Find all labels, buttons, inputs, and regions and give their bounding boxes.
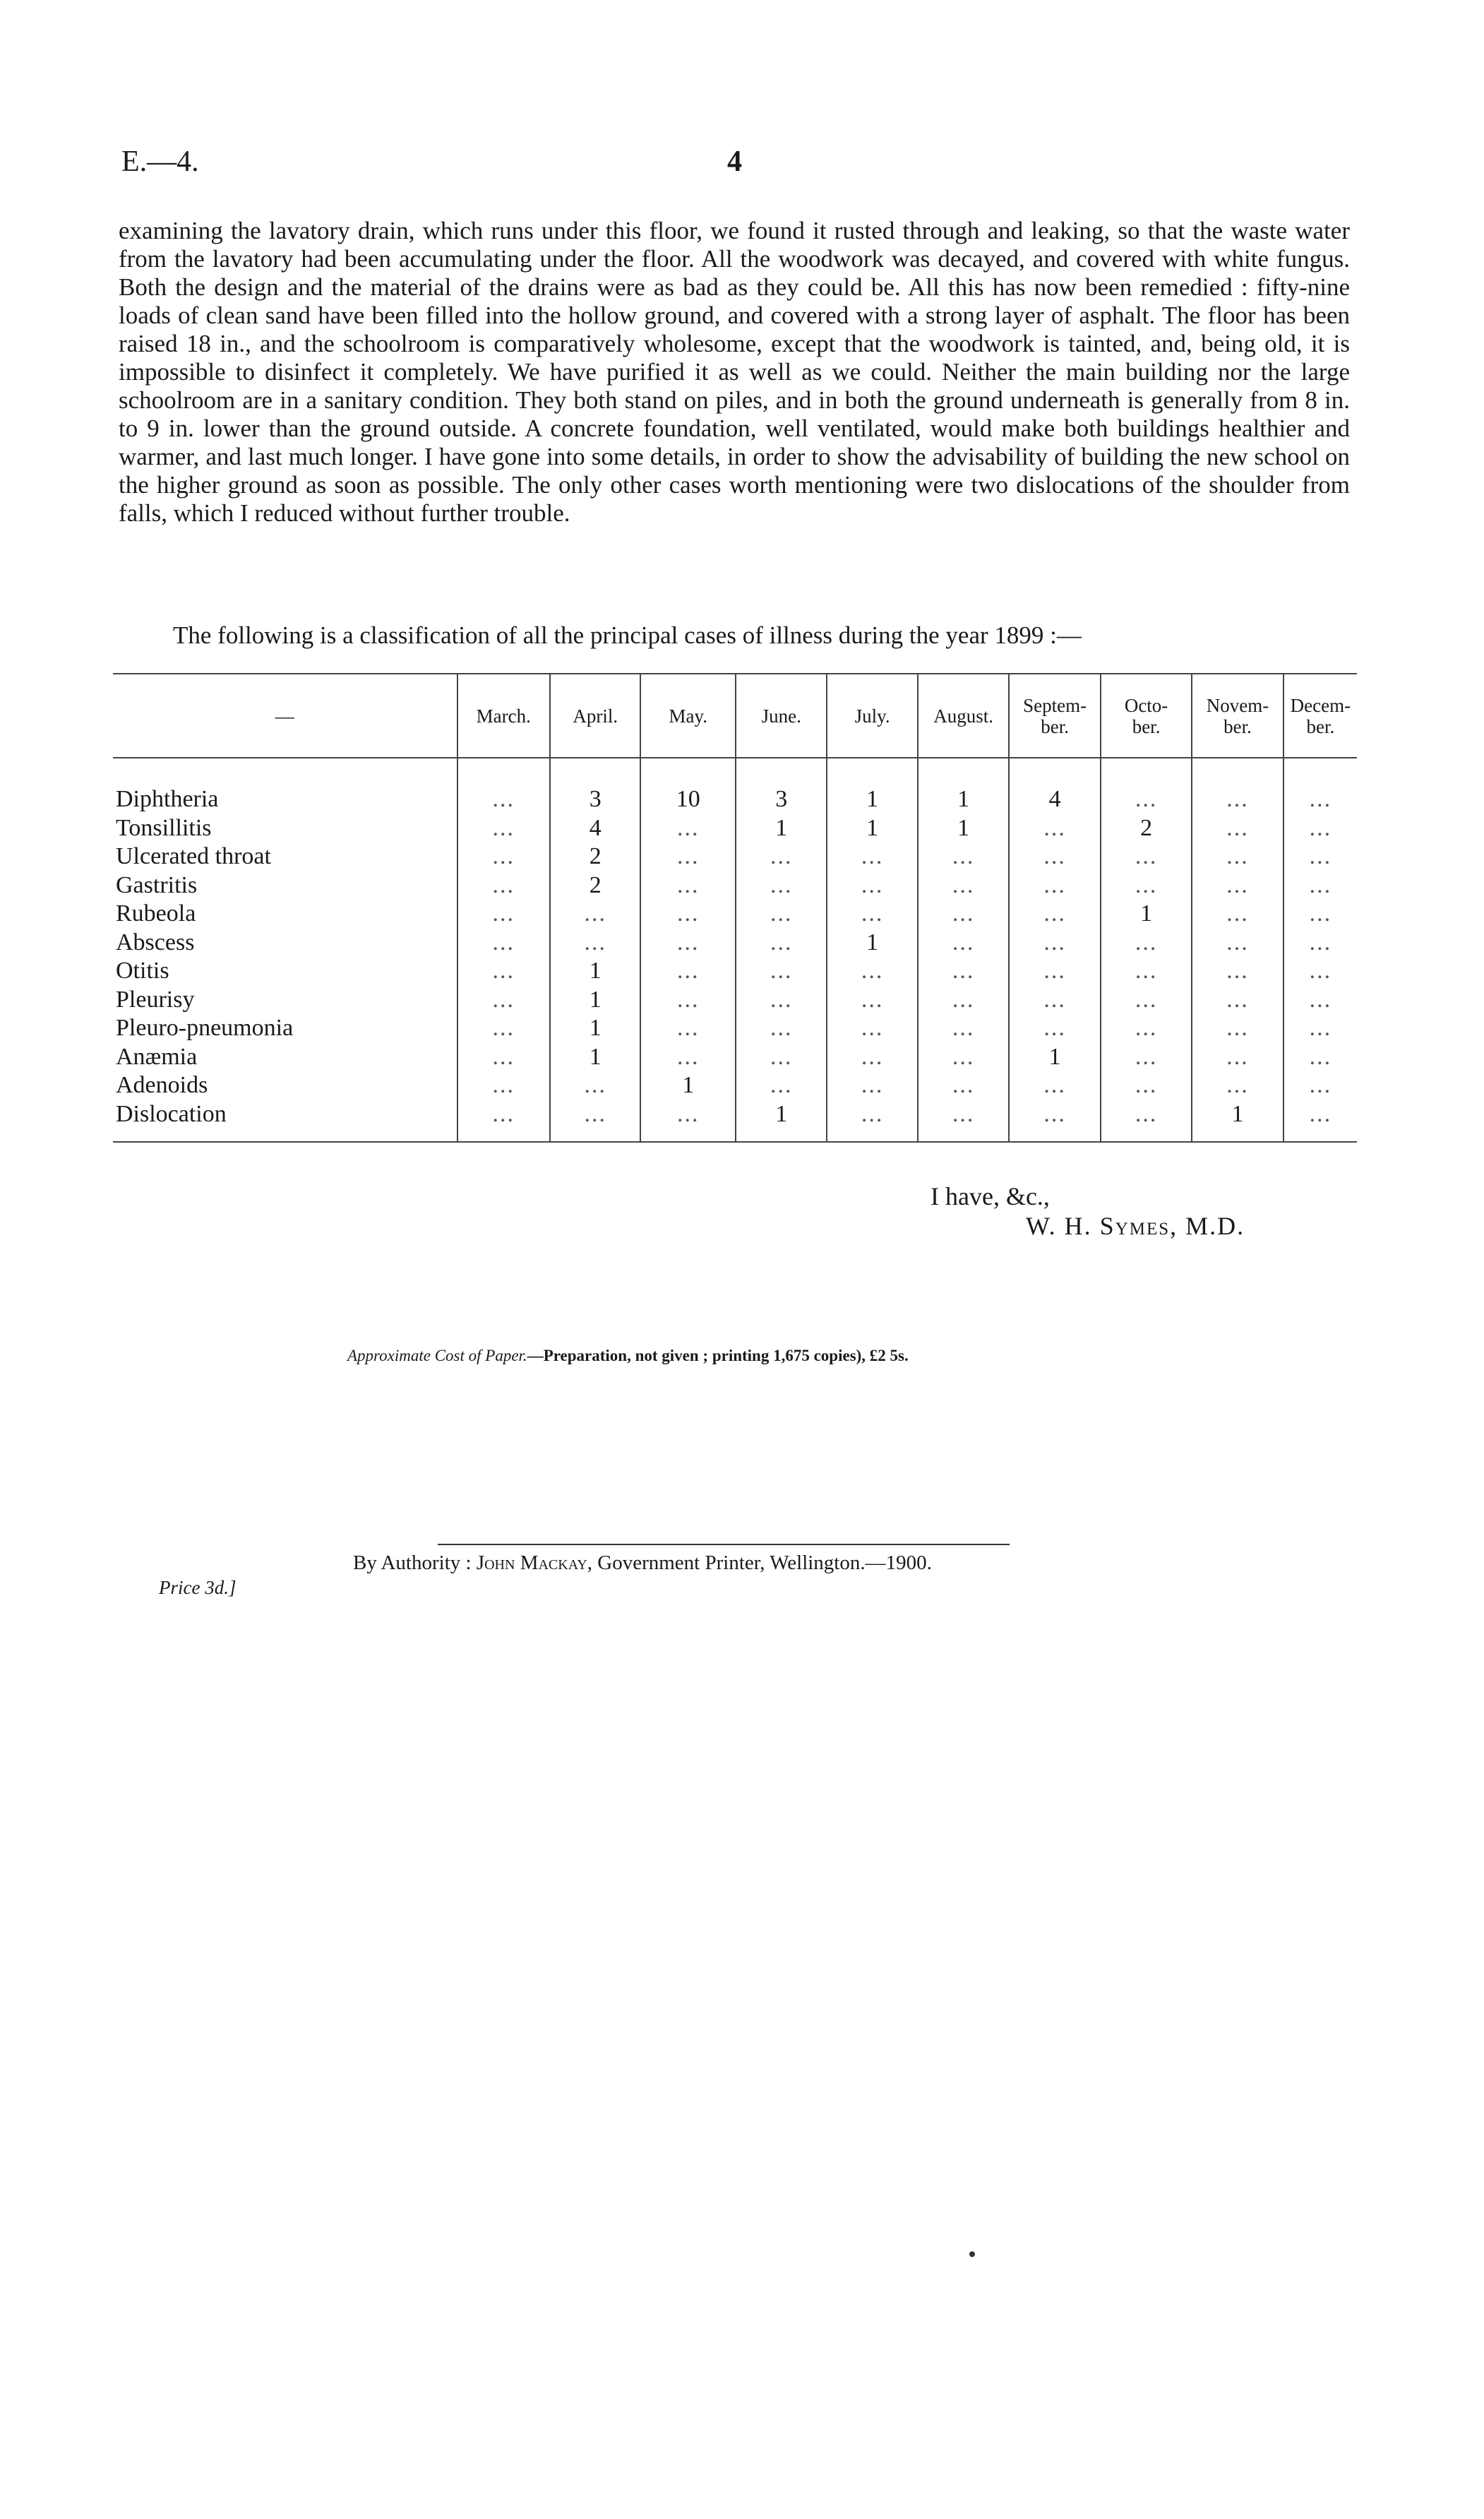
- illness-name: Tonsillitis: [116, 814, 212, 841]
- monthly-case-count: ...: [827, 957, 917, 986]
- monthly-case-count: ...: [1101, 871, 1192, 900]
- print-speck: [969, 2251, 975, 2257]
- illness-classification-table: [113, 673, 1357, 1143]
- table-header-row: [113, 674, 1357, 758]
- illness-table: [113, 673, 1357, 1143]
- monthly-case-count: ...: [640, 1043, 736, 1072]
- monthly-case-count: ...: [1192, 871, 1283, 900]
- illness-name: Dislocation: [116, 1100, 227, 1127]
- monthly-case-count: 1: [827, 929, 917, 958]
- monthly-case-count: ...: [918, 986, 1009, 1015]
- monthly-case-count: ...: [1192, 900, 1283, 929]
- monthly-case-count: ...: [1283, 929, 1357, 958]
- monthly-case-count: ...: [827, 1014, 917, 1043]
- illness-name: Diphtheria: [116, 786, 219, 812]
- monthly-case-count: ...: [918, 1100, 1009, 1143]
- monthly-case-count: ...: [1009, 929, 1100, 958]
- monthly-case-count: ...: [736, 1043, 827, 1072]
- monthly-case-count: ...: [1283, 871, 1357, 900]
- monthly-case-count: 1: [1192, 1100, 1283, 1143]
- monthly-case-count: ...: [457, 871, 550, 900]
- report-id: E.—4.: [121, 145, 199, 178]
- monthly-case-count: 1: [550, 957, 640, 986]
- monthly-case-count: ...: [918, 1014, 1009, 1043]
- monthly-case-count: ...: [457, 842, 550, 871]
- illness-name: Abscess: [116, 929, 195, 955]
- illness-name: Otitis: [116, 958, 169, 984]
- monthly-case-count: 1: [1101, 900, 1192, 929]
- monthly-case-count: ...: [1283, 1043, 1357, 1072]
- monthly-case-count: ...: [640, 842, 736, 871]
- monthly-case-count: ...: [1009, 842, 1100, 871]
- monthly-case-count: ...: [1192, 1043, 1283, 1072]
- monthly-case-count: ...: [640, 1100, 736, 1143]
- column-header: Novem- ber.: [1192, 674, 1283, 758]
- monthly-case-count: 2: [550, 842, 640, 871]
- monthly-case-count: ...: [1101, 785, 1192, 814]
- monthly-case-count: ...: [457, 1014, 550, 1043]
- monthly-case-count: 1: [918, 814, 1009, 843]
- monthly-case-count: ...: [457, 929, 550, 958]
- monthly-case-count: ...: [827, 1071, 917, 1100]
- column-header: March.: [457, 674, 550, 758]
- cost-note-label: Approximate Cost of Paper.: [347, 1347, 527, 1364]
- monthly-case-count: ...: [736, 871, 827, 900]
- illness-name: Anæmia: [116, 1043, 198, 1070]
- monthly-case-count: 2: [1101, 814, 1192, 843]
- monthly-case-count: ...: [457, 1043, 550, 1072]
- monthly-case-count: ...: [1009, 814, 1100, 843]
- monthly-case-count: ...: [827, 871, 917, 900]
- column-header: April.: [550, 674, 640, 758]
- monthly-case-count: ...: [918, 1043, 1009, 1072]
- table-spacer-row: [113, 758, 1357, 785]
- monthly-case-count: ...: [827, 1100, 917, 1143]
- illness-name-cell: [113, 785, 457, 814]
- monthly-case-count: ...: [640, 929, 736, 958]
- illness-name: Gastritis: [116, 871, 198, 898]
- monthly-case-count: ...: [457, 957, 550, 986]
- table-row: [113, 957, 1357, 986]
- monthly-case-count: 1: [550, 1014, 640, 1043]
- footer-rule: [438, 1544, 1010, 1545]
- table-row: [113, 1100, 1357, 1143]
- monthly-case-count: ...: [1192, 1014, 1283, 1043]
- monthly-case-count: ...: [1009, 871, 1100, 900]
- illness-name-cell: [113, 1014, 457, 1043]
- monthly-case-count: ...: [1192, 929, 1283, 958]
- monthly-case-count: 1: [550, 986, 640, 1015]
- signoff-greeting: I have, &c.,: [931, 1182, 1050, 1210]
- table-row: [113, 1014, 1357, 1043]
- monthly-case-count: ...: [918, 1071, 1009, 1100]
- illness-name-cell: [113, 900, 457, 929]
- monthly-case-count: ...: [736, 957, 827, 986]
- monthly-case-count: 1: [827, 785, 917, 814]
- monthly-case-count: ...: [457, 1100, 550, 1143]
- monthly-case-count: ...: [736, 1014, 827, 1043]
- monthly-case-count: ...: [1192, 957, 1283, 986]
- monthly-case-count: ...: [1283, 814, 1357, 843]
- monthly-case-count: ...: [1101, 1071, 1192, 1100]
- monthly-case-count: ...: [918, 842, 1009, 871]
- column-header: August.: [918, 674, 1009, 758]
- monthly-case-count: 1: [736, 1100, 827, 1143]
- monthly-case-count: ...: [1009, 900, 1100, 929]
- authority-suffix: , Government Printer, Wellington.—1900.: [587, 1552, 932, 1574]
- monthly-case-count: ...: [827, 986, 917, 1015]
- monthly-case-count: 1: [640, 1071, 736, 1100]
- monthly-case-count: ...: [640, 871, 736, 900]
- illness-name-cell: [113, 871, 457, 900]
- column-header: Octo- ber.: [1101, 674, 1192, 758]
- monthly-case-count: ...: [736, 900, 827, 929]
- monthly-case-count: 4: [550, 814, 640, 843]
- monthly-case-count: ...: [640, 900, 736, 929]
- signoff-signature: W. H. Symes, M.D.: [1026, 1212, 1245, 1240]
- monthly-case-count: ...: [827, 1043, 917, 1072]
- monthly-case-count: ...: [736, 1071, 827, 1100]
- monthly-case-count: ...: [827, 900, 917, 929]
- table-row: [113, 785, 1357, 814]
- monthly-case-count: ...: [1009, 1014, 1100, 1043]
- illness-name: Adenoids: [116, 1072, 208, 1098]
- table-row: [113, 871, 1357, 900]
- monthly-case-count: ...: [1192, 1071, 1283, 1100]
- page-number: 4: [727, 145, 742, 178]
- illness-name-cell: [113, 986, 457, 1015]
- monthly-case-count: ...: [457, 986, 550, 1015]
- illness-name: Rubeola: [116, 900, 196, 927]
- monthly-case-count: 1: [827, 814, 917, 843]
- monthly-case-count: ...: [1192, 842, 1283, 871]
- monthly-case-count: ...: [1283, 1100, 1357, 1143]
- illness-name-cell: [113, 1071, 457, 1100]
- table-row: [113, 842, 1357, 871]
- monthly-case-count: 10: [640, 785, 736, 814]
- monthly-case-count: 1: [1009, 1043, 1100, 1072]
- table-intro: The following is a classification of all the principal cases of illness during the year 1899 :—: [173, 621, 1082, 649]
- column-header: May.: [640, 674, 736, 758]
- authority-line: [353, 1552, 932, 1575]
- monthly-case-count: 3: [550, 785, 640, 814]
- monthly-case-count: ...: [1009, 957, 1100, 986]
- monthly-case-count: 1: [736, 814, 827, 843]
- monthly-case-count: ...: [1009, 1071, 1100, 1100]
- body-paragraph-text: examining the lavatory drain, which runs under this floor, we found it rusted through and leaking, so that the waste water from the lavatory had been accumulating under the floor. All the woodwork was decayed, and covered with white fungus. Both the design and the material of the drains were as bad as they could be. All this has now been remedied : fifty-nine loads of clean sand have been filled into the hollow ground, and covered with a strong layer of asphalt. The floor has been raised 18 in., and the schoolroom is comparatively wholesome, except that the woodwork is tainted, and, being old, it is impossible to disinfect it completely. We have purified it as well as we could. Neither the main building nor the large schoolroom are in a sanitary condition. They both stand on piles, and in both the ground underneath is generally from 8 in. to 9 in. lower than the ground outside. A concrete foundation, well ventilated, would make both buildings healthier and warmer, and last much longer. I have gone into some details, in order to show the advisability of building the new school on the higher ground as soon as possible. The only other cases worth mentioning were two dislocations of the shoulder from falls, which I reduced without further trouble.: [119, 217, 1350, 527]
- monthly-case-count: ...: [918, 871, 1009, 900]
- monthly-case-count: ...: [550, 1100, 640, 1143]
- monthly-case-count: ...: [736, 842, 827, 871]
- monthly-case-count: ...: [1101, 957, 1192, 986]
- monthly-case-count: ...: [1283, 842, 1357, 871]
- monthly-case-count: ...: [1283, 957, 1357, 986]
- monthly-case-count: ...: [918, 929, 1009, 958]
- monthly-case-count: ...: [457, 900, 550, 929]
- monthly-case-count: ...: [1283, 900, 1357, 929]
- illness-name-cell: [113, 929, 457, 958]
- table-body: [113, 758, 1357, 1142]
- monthly-case-count: ...: [640, 1014, 736, 1043]
- monthly-case-count: ...: [827, 842, 917, 871]
- table-row: [113, 986, 1357, 1015]
- illness-name: Pleurisy: [116, 986, 195, 1013]
- monthly-case-count: ...: [550, 900, 640, 929]
- monthly-case-count: ...: [736, 986, 827, 1015]
- monthly-case-count: ...: [1101, 1100, 1192, 1143]
- monthly-case-count: ...: [1283, 1071, 1357, 1100]
- monthly-case-count: ...: [1192, 986, 1283, 1015]
- price-note: Price 3d.]: [159, 1577, 237, 1598]
- column-header: —: [113, 674, 457, 758]
- monthly-case-count: ...: [1101, 1014, 1192, 1043]
- illness-name-cell: [113, 842, 457, 871]
- monthly-case-count: ...: [457, 814, 550, 843]
- monthly-case-count: ...: [550, 1071, 640, 1100]
- illness-name: Pleuro-pneumonia: [116, 1015, 294, 1041]
- monthly-case-count: ...: [1192, 814, 1283, 843]
- table-row: [113, 814, 1357, 843]
- column-header: Septem- ber.: [1009, 674, 1100, 758]
- monthly-case-count: ...: [1009, 1100, 1100, 1143]
- monthly-case-count: ...: [457, 785, 550, 814]
- authority-prefix: By Authority :: [353, 1552, 472, 1574]
- illness-name-cell: [113, 1100, 457, 1143]
- monthly-case-count: ...: [1192, 785, 1283, 814]
- illness-name: Ulcerated throat: [116, 843, 271, 869]
- column-header: Decem- ber.: [1283, 674, 1357, 758]
- monthly-case-count: ...: [918, 900, 1009, 929]
- monthly-case-count: ...: [1009, 986, 1100, 1015]
- monthly-case-count: 4: [1009, 785, 1100, 814]
- cost-note: [347, 1347, 909, 1365]
- table-row: [113, 1071, 1357, 1100]
- monthly-case-count: 1: [550, 1043, 640, 1072]
- column-header: June.: [736, 674, 827, 758]
- illness-name-cell: [113, 957, 457, 986]
- illness-name-cell: [113, 1043, 457, 1072]
- table-row: [113, 1043, 1357, 1072]
- body-paragraph: [119, 217, 1350, 528]
- monthly-case-count: ...: [1283, 986, 1357, 1015]
- column-header: July.: [827, 674, 917, 758]
- monthly-case-count: ...: [1283, 1014, 1357, 1043]
- monthly-case-count: ...: [457, 1071, 550, 1100]
- illness-name-cell: [113, 814, 457, 843]
- monthly-case-count: 2: [550, 871, 640, 900]
- monthly-case-count: ...: [1101, 842, 1192, 871]
- printer-name: John Mackay: [476, 1552, 587, 1574]
- monthly-case-count: ...: [1101, 929, 1192, 958]
- table-row: [113, 929, 1357, 958]
- monthly-case-count: ...: [736, 929, 827, 958]
- monthly-case-count: ...: [1101, 1043, 1192, 1072]
- monthly-case-count: ...: [1283, 785, 1357, 814]
- monthly-case-count: ...: [640, 986, 736, 1015]
- monthly-case-count: ...: [918, 957, 1009, 986]
- monthly-case-count: ...: [640, 814, 736, 843]
- table-row: [113, 900, 1357, 929]
- monthly-case-count: ...: [640, 957, 736, 986]
- monthly-case-count: 1: [918, 785, 1009, 814]
- monthly-case-count: ...: [550, 929, 640, 958]
- cost-note-text: —Preparation, not given ; printing 1,675 copies), £2 5s.: [527, 1347, 909, 1364]
- monthly-case-count: 3: [736, 785, 827, 814]
- monthly-case-count: ...: [1101, 986, 1192, 1015]
